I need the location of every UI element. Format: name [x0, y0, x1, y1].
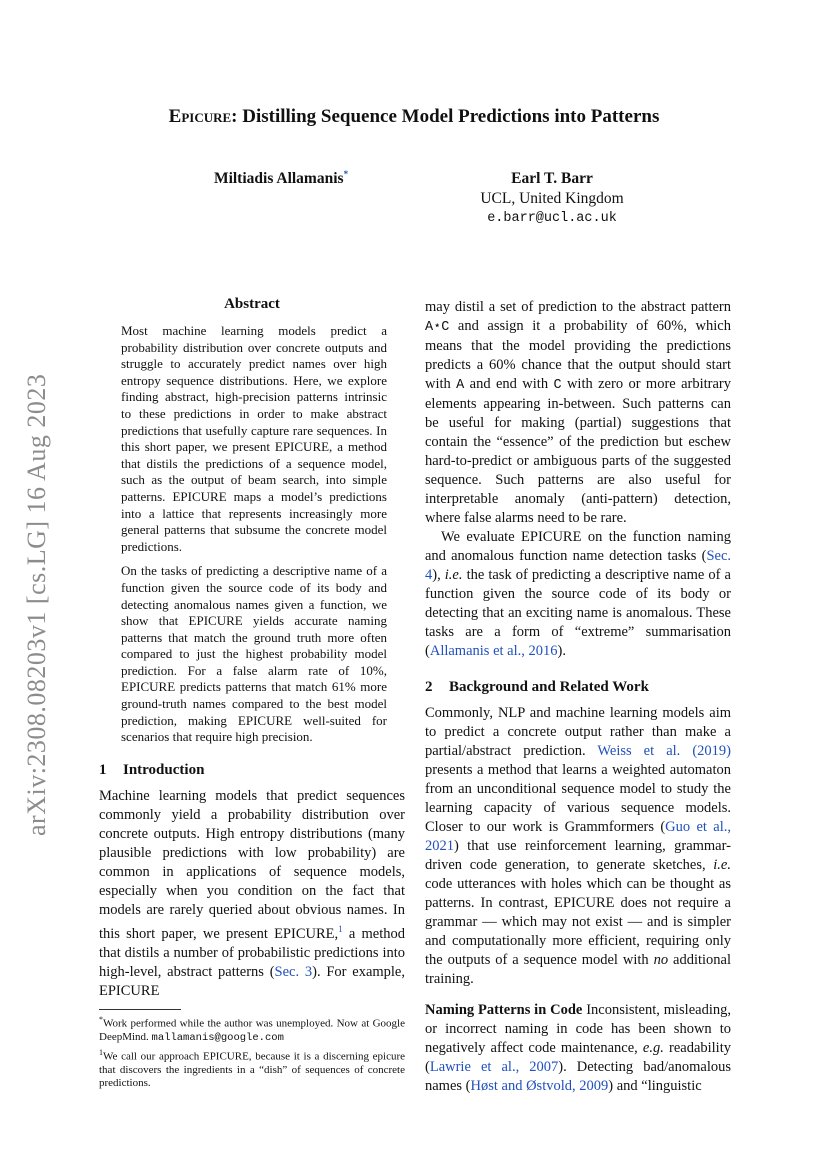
- intro-p2-ie: i.e.: [444, 567, 463, 583]
- bg-text-c: ) that use reinforcement learning, grammar-driven code generation, to generate sketches,: [425, 838, 731, 873]
- section-3-link[interactable]: Sec. 3: [274, 963, 313, 980]
- intro-text-b: a method that distils a number of probabilistic predictions into high-level, abstract patterns (: [99, 925, 405, 980]
- author-2-name: Earl T. Barr: [511, 170, 593, 187]
- footnote-author-mark: *: [99, 1014, 103, 1024]
- intro-cont-text-b: and assign it a probability of 60%, which means that the model providing the predictions predicts a 60% chance that the output should start with: [425, 318, 731, 392]
- background-paragraph-1: [425, 704, 731, 989]
- footnote-1-mark: 1: [99, 1047, 103, 1057]
- section-2-title: Background and Related Work: [449, 679, 649, 695]
- citation-host-2009[interactable]: Høst and Østvold, 2009: [470, 1078, 609, 1094]
- naming-patterns-paragraph: [425, 1001, 731, 1096]
- intro-text-a: Machine learning models that predict sequences commonly yield a probability distribution over concrete outputs. High entropy distributions (many plausible predictions with low probability) are common in applications of sequence models, especially when you condition on the fact that models are rarely queried about obvious names. In this short paper, we present EPICURE,: [99, 787, 405, 942]
- naming-patterns-title: Naming Patterns in Code: [425, 1002, 583, 1018]
- token-a: A: [456, 378, 465, 393]
- token-c: C: [553, 378, 562, 393]
- title-system-name: Epicure: [168, 106, 232, 127]
- title-rest: : Distilling Sequence Model Predictions into Patterns: [231, 106, 660, 127]
- abstract-paragraph-1: Most machine learning models predict a probability distribution over concrete outputs and struggle to accurately predict names over high entropy sequence distributions. Here, we explore finding abstract, high-precision patterns intrinsic to these predictions in order to make abstract predictions that usefully capture rare sequences. In this short paper, we present EPICURE, a method that distils the predictions of a sequence model, such as the output of beam search, into simple patterns. EPICURE maps a model’s predictions into a lattice that represents increasingly more general patterns that subsume the concrete model predictions.: [121, 323, 387, 554]
- author-2: [452, 169, 652, 229]
- bg-text-a: Commonly, NLP and machine learning models aim to predict a concrete output rather than make a partial/abstract prediction.: [425, 705, 731, 759]
- bg-ie: i.e.: [713, 857, 731, 873]
- footnote-divider: [99, 1009, 181, 1010]
- right-column: [425, 298, 731, 1096]
- footnote-author-text: Work performed while the author was unemployed. Now at Google DeepMind.: [99, 1017, 405, 1043]
- footnote-1-text: We call our approach EPICURE, because it is a discerning epicure that discovers the ingredients in a “dish” of sequences of concrete predictions.: [99, 1050, 405, 1090]
- intro-cont-text-c: and end with: [464, 376, 554, 392]
- section-1-title: Introduction: [123, 761, 205, 778]
- intro-paragraph-1-continued: [425, 298, 731, 528]
- intro-paragraph-1: [99, 787, 405, 1001]
- np-eg: e.g.: [642, 1040, 664, 1056]
- citation-allamanis-2016[interactable]: Allamanis et al., 2016: [429, 643, 558, 659]
- np-text-c: ). Detecting bad/anomalous names (: [425, 1059, 731, 1094]
- bg-text-e: additional training.: [425, 952, 731, 987]
- citation-guo-2021[interactable]: Guo et al., 2021: [425, 819, 731, 854]
- section-1-number: 1: [99, 761, 107, 778]
- left-column: [99, 296, 405, 1091]
- intro-cont-text-a: may distil a set of prediction to the abstract pattern: [425, 299, 731, 315]
- bg-text-b: presents a method that learns a weighted automaton from an unconditional sequence model to study the learning capacity of various sequence models. Closer to our work is Grammformers (: [425, 762, 731, 835]
- citation-weiss-2019[interactable]: Weiss et al. (2019): [597, 743, 731, 759]
- intro-cont-text-d: with zero or more arbitrary elements appearing in-between. Such patterns can be useful for making (partial) suggestions that contain the “essence” of the prediction but eschew hard-to-predict or ambiguous parts of the suggested sequence. Such patterns are also useful for interpretable anomaly (anti-pattern) detection, where false alarms need to be rare.: [425, 376, 732, 526]
- section-4-link[interactable]: Sec. 4: [425, 548, 731, 583]
- np-text-a: Inconsistent, misleading, or incorrect naming in code has been shown to negatively affect code maintenance,: [425, 1002, 731, 1056]
- footnote-1: [99, 1046, 405, 1091]
- footnote-author: [99, 1013, 405, 1046]
- paper-title: [0, 106, 828, 128]
- abstract-paragraph-2: On the tasks of predicting a descriptive name of a function given the source code of its body and detecting anomalous names given a function, we show that EPICURE yields accurate naming patterns that match the ground truth more often compared to just the highest probability model prediction. For a false alarm rate of 10%, EPICURE predicts patterns that match 61% more ground-truth names compared to the best model prediction, making EPICURE well-suited for scenarios that require high precision.: [121, 563, 387, 745]
- intro-p2-text-d: ).: [557, 643, 566, 659]
- author-1-footnote-mark[interactable]: *: [343, 169, 349, 179]
- author-2-affiliation: UCL, United Kingdom: [480, 190, 624, 207]
- intro-p2-text-b: ),: [432, 567, 445, 583]
- intro-p2-text-c: the task of predicting a descriptive name of a function given the source code of its body or detecting that an exciting name is anomalous. These tasks are a form of “extreme” summarisation (: [425, 567, 731, 659]
- citation-lawrie-2007[interactable]: Lawrie et al., 2007: [429, 1059, 559, 1075]
- section-1-heading: [99, 762, 405, 779]
- np-text-d: ) and “linguistic: [608, 1078, 702, 1094]
- intro-paragraph-2: [425, 528, 731, 661]
- np-text-b: readability (: [425, 1040, 731, 1075]
- section-2-number: 2: [425, 679, 433, 695]
- intro-text-c: ). For example, EPICURE: [99, 963, 405, 999]
- author-2-email: e.barr@ucl.ac.uk: [487, 211, 617, 226]
- bg-no: no: [653, 952, 669, 968]
- arxiv-identifier: arXiv:2308.08203v1 [cs.LG] 16 Aug 2023: [22, 373, 51, 837]
- abstract-heading: Abstract: [224, 296, 280, 312]
- section-2-heading: [425, 679, 731, 696]
- author-1: [196, 169, 366, 188]
- author-1-name: Miltiadis Allamanis: [213, 170, 344, 188]
- bg-text-d: code utterances with holes which can be thought as patterns. In contrast, EPICURE does not require a grammar — which may not exist — and is simpler and computationally more efficient, requiring only the outputs of a sequence model with: [425, 876, 731, 968]
- footnote-ref-1[interactable]: 1: [338, 923, 343, 934]
- pattern-example: A⋆C: [425, 320, 450, 335]
- footnote-author-email: mallamanis@google.com: [151, 1031, 284, 1044]
- intro-p2-text-a: We evaluate EPICURE on the function naming and anomalous function name detection tasks (: [425, 529, 731, 564]
